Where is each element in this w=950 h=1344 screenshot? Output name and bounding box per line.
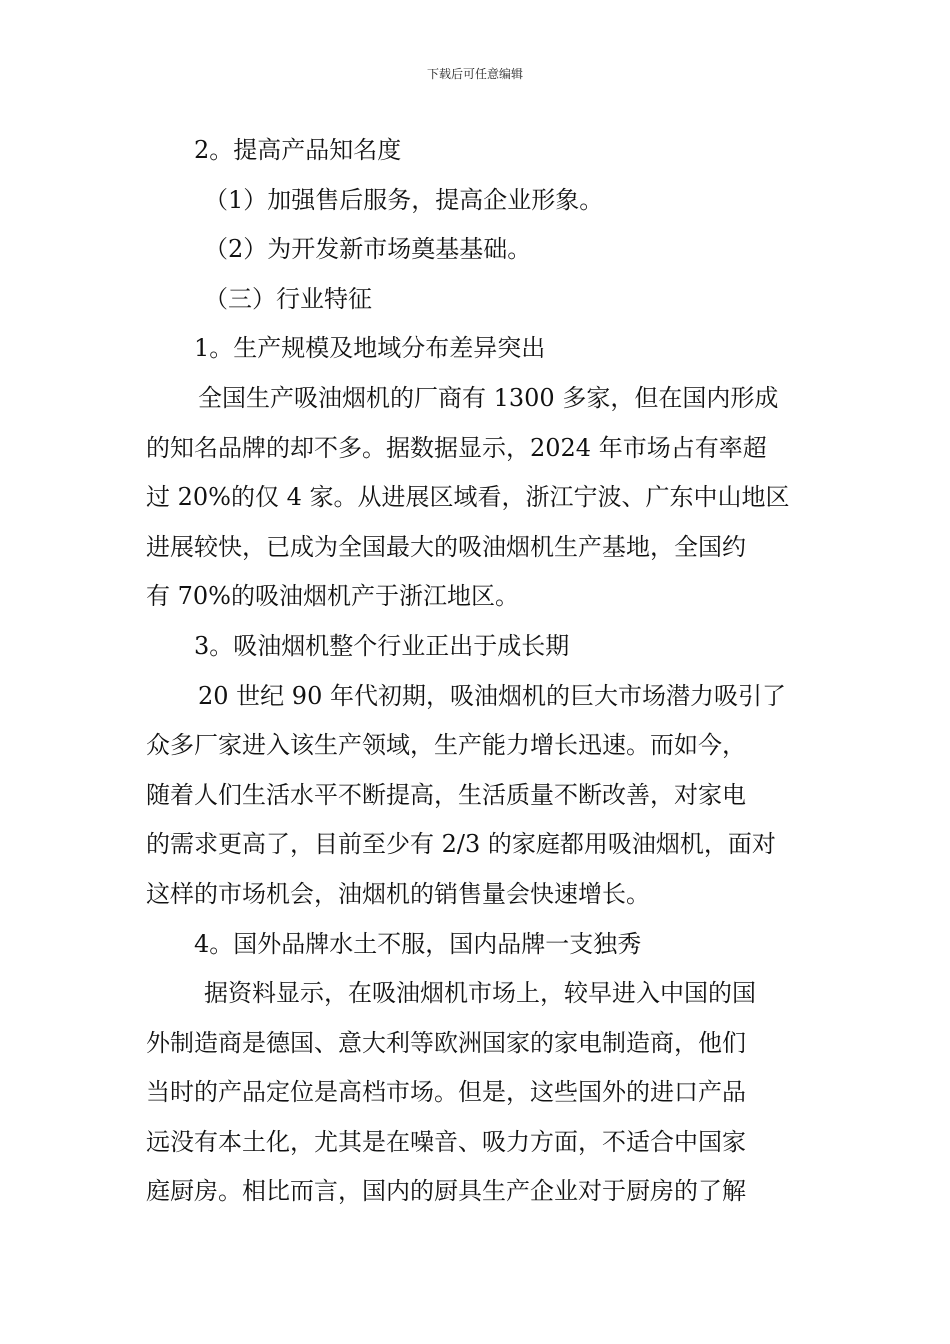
subheading-1: 1。生产规模及地域分布差异突出 [194,334,546,363]
page-header: 下载后可任意编辑 [426,67,523,81]
section-heading-2: 2。提高产品知名度 [194,136,402,164]
paragraph-line: 庭厨房。相比而言，国内的厨具生产企业对于厨房的了解 [146,1177,746,1206]
section-heading-industry: （三）行业特征 [204,284,372,313]
document-body [146,126,806,1217]
paragraph-line: 的需求更高了，目前至少有 2/3 的家庭都用吸油烟机，面对 [146,830,776,859]
subheading-3: 3。吸油烟机整个行业正出于成长期 [194,631,570,660]
paragraph-line: 进展较快，已成为全国最大的吸油烟机生产基地，全国约 [146,532,746,561]
list-item-1: （1）加强售后服务，提高企业形象。 [204,185,604,214]
paragraph-line: 当时的产品定位是高档市场。但是，这些国外的进口产品 [146,1078,746,1107]
paragraph-line: 过 20%的仅 4 家。从进展区域看，浙江宁波、广东中山地区 [146,483,790,512]
paragraph-line: 随着人们生活水平不断提高，生活质量不断改善，对家电 [146,780,746,809]
paragraph-line: 20 世纪 90 年代初期，吸油烟机的巨大市场潜力吸引了 [198,681,786,710]
paragraph-line: 据资料显示，在吸油烟机市场上，较早进入中国的国 [204,979,756,1008]
paragraph-line: 外制造商是德国、意大利等欧洲国家的家电制造商，他们 [146,1028,746,1057]
paragraph-line: 全国生产吸油烟机的厂商有 1300 多家，但在国内形成 [198,383,779,412]
paragraph-line: 的知名品牌的却不多。据数据显示，2024 年市场占有率超 [146,433,767,462]
subheading-4: 4。国外品牌水土不服，国内品牌一支独秀 [194,929,642,958]
paragraph-line: 有 70%的吸油烟机产于浙江地区。 [146,582,519,611]
list-item-2: （2）为开发新市场奠基基础。 [204,235,532,264]
paragraph-line: 这样的市场机会，油烟机的销售量会快速增长。 [146,879,650,908]
paragraph-line: 远没有本土化，尤其是在噪音、吸力方面，不适合中国家 [146,1127,746,1156]
paragraph-line: 众多厂家进入该生产领域，生产能力增长迅速。而如今， [146,731,746,760]
